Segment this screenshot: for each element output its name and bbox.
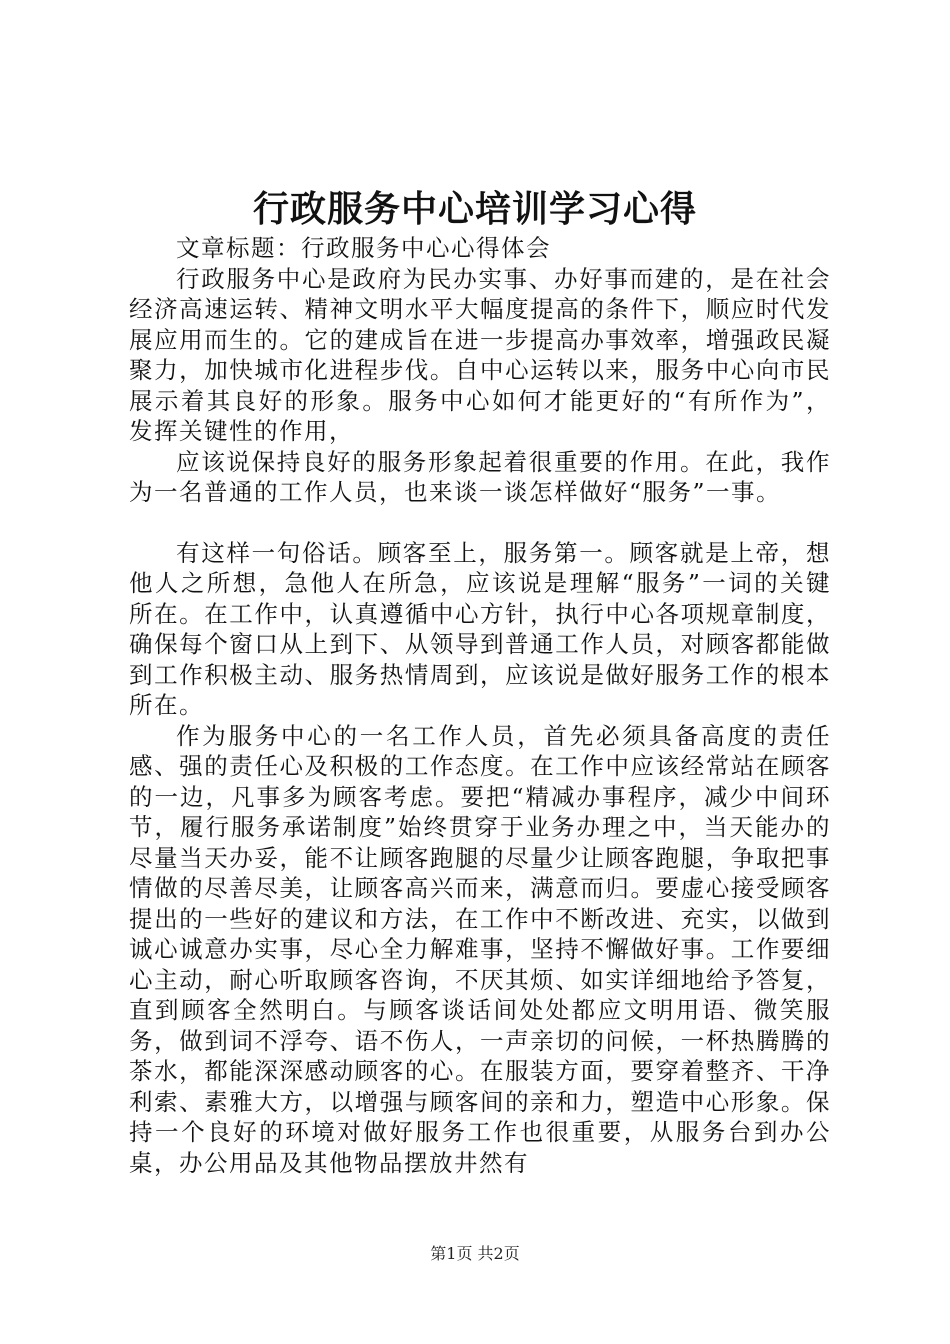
page-number-footer: 第1页 共2页 [430, 1244, 520, 1263]
body-paragraph: 有这样一句俗话。顾客至上，服务第一。顾客就是上帝，想他人之所想，急他人在所急，应该说是理解“服务”一词的关键所在。在工作中，认真遵循中心方针，执行中心各项规章制度，确保每个窗口从上到下、从领导到普通工作人员，对顾客都能做到工作积极主动、服务热情周到，应该说是做好服务工作的根本所在。 [129, 538, 831, 719]
body-paragraph: 作为服务中心的一名工作人员，首先必须具备高度的责任感、强的责任心及积极的工作态度。在工作中应该经常站在顾客的一边，凡事多为顾客考虑。要把“精减办事程序，减少中间环节，履行服务承诺制度”始终贯穿于业务办理之中，当天能办的尽量当天办妥，能不让顾客跑腿的尽量少让顾客跑腿，争取把事情做的尽善尽美，让顾客高兴而来，满意而归。要虚心接受顾客提出的一些好的建议和方法，在工作中不断改进、充实，以做到诚心诚意办实事，尽心全力解难事，坚持不懈做好事。工作要细心主动，耐心听取顾客咨询，不厌其烦、如实详细地给予答复，直到顾客全然明白。与顾客谈话间处处都应文明用语、微笑服务，做到词不浮夸、语不伤人，一声亲切的问候，一杯热腾腾的茶水，都能深深感动顾客的心。在服装方面，要穿着整齐、干净利索、素雅大方，以增强与顾客间的亲和力，塑造中心形象。保持一个良好的环境对做好服务工作也很重要，从服务台到办公桌，办公用品及其他物品摆放井然有 [129, 721, 831, 1177]
article-subtitle-paragraph: 文章标题：行政服务中心心得体会 [176, 234, 551, 262]
document-title: 行政服务中心培训学习心得 [252, 188, 697, 230]
body-paragraph: 行政服务中心是政府为民办实事、办好事而建的，是在社会经济高速运转、精神文明水平大幅度提高的条件下，顺应时代发展应用而生的。它的建成旨在进一步提高办事效率，增强政民凝聚力，加快城市化进程步伐。自中心运转以来，服务中心向市民展示着其良好的形象。服务中心如何才能更好的“有所作为”，发挥关键性的作用， [129, 264, 831, 445]
body-paragraph: 应该说保持良好的服务形象起着很重要的作用。在此，我作为一名普通的工作人员，也来谈一谈怎样做好“服务”一事。 [129, 447, 831, 506]
document-body [129, 233, 831, 1178]
